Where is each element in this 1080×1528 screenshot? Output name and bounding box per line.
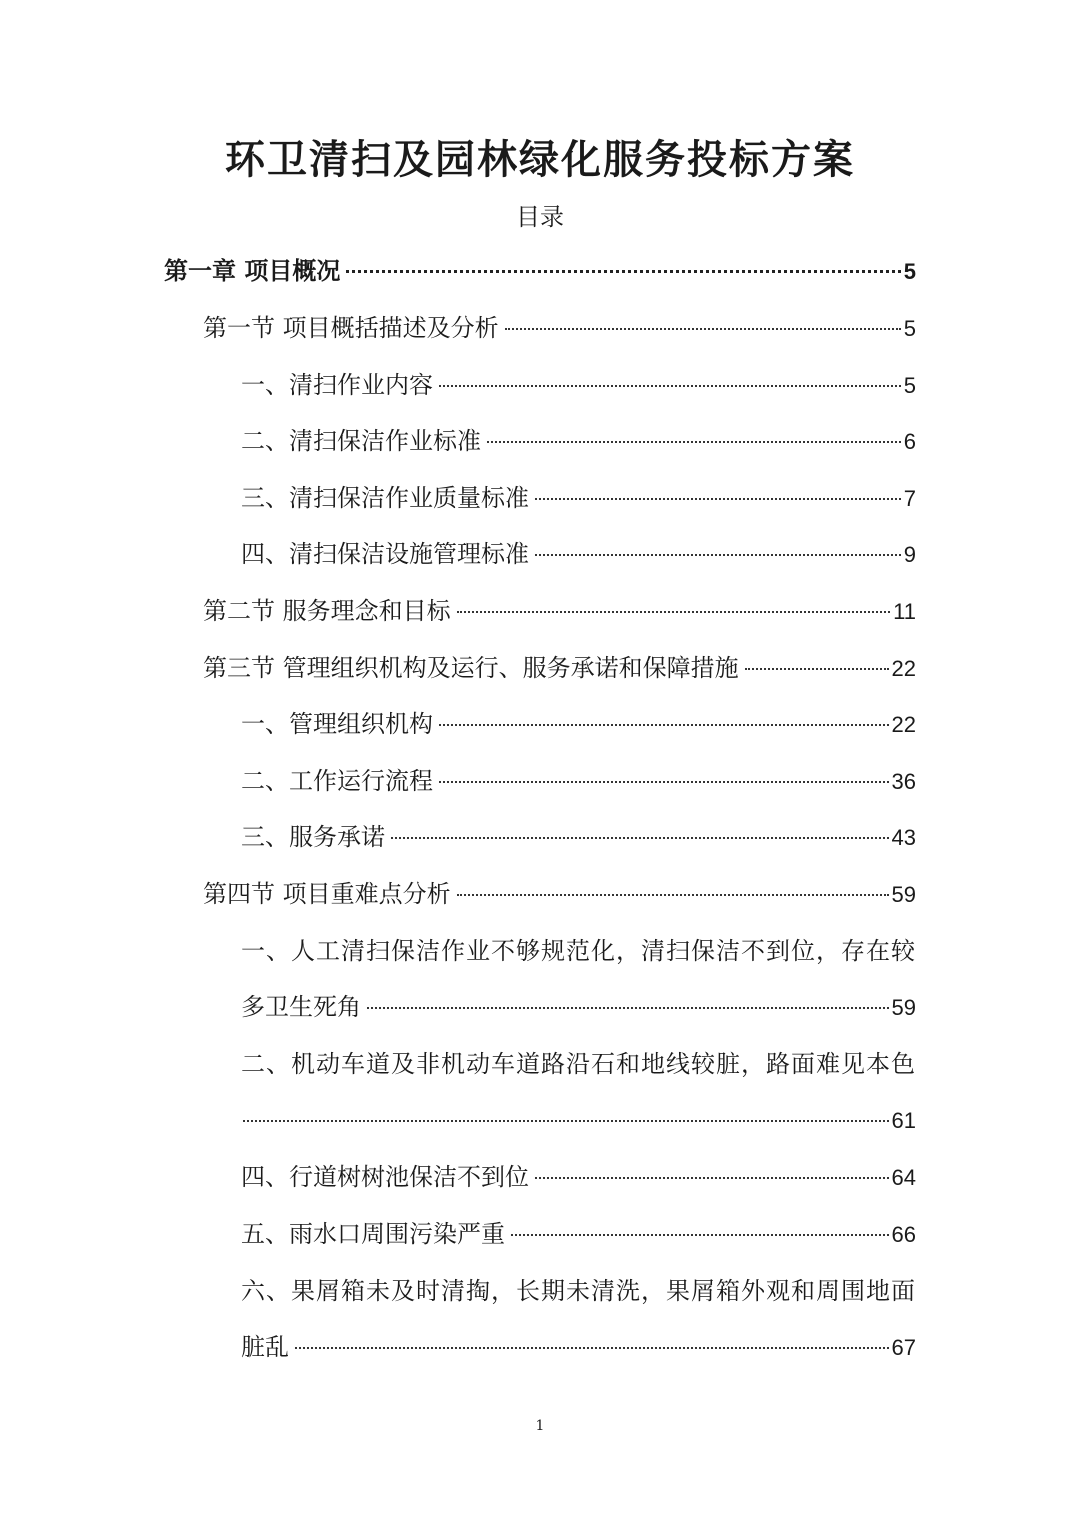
toc-entry-page: 6 (903, 429, 916, 454)
toc-entry-page: 5 (903, 259, 916, 284)
toc-leader-dots (457, 611, 891, 613)
toc-entry-text: 第四节 项目重难点分析 (203, 880, 451, 908)
toc-entry-item-line2[interactable] (241, 990, 916, 1025)
toc-entry-item[interactable] (241, 1160, 916, 1195)
toc-entry-section-3[interactable] (203, 651, 916, 686)
toc-entry-item[interactable] (241, 537, 916, 572)
toc-entry-text: 一、管理组织机构 (241, 710, 433, 738)
toc-leader-dots (367, 1007, 889, 1009)
page-number: 1 (535, 1418, 545, 1434)
toc-leader-dots (535, 554, 901, 556)
toc-entry-item-line1[interactable]: 六、果屑箱未及时清掏，长期未清洗，果屑箱外观和周围地面 (241, 1277, 916, 1305)
toc-entry-page: 59 (891, 882, 916, 907)
toc-leader-dots (295, 1347, 889, 1349)
toc-entry-section-4[interactable] (203, 877, 916, 912)
toc-entry-item[interactable] (241, 424, 916, 459)
toc-entry-page: 67 (891, 1335, 916, 1360)
toc-entry-chapter-1[interactable] (164, 254, 916, 289)
toc-entry-text: 第一节 项目概括描述及分析 (203, 314, 499, 342)
toc-entry-item-line2[interactable] (241, 1330, 916, 1365)
toc-leader-dots (439, 724, 889, 726)
toc-entry-text: 三、清扫保洁作业质量标准 (241, 484, 529, 512)
toc-entry-text: 三、服务承诺 (241, 823, 385, 851)
toc-leader-dots (439, 781, 889, 783)
toc-entry-text: 二、清扫保洁作业标准 (241, 427, 481, 455)
toc-entry-page: 59 (891, 995, 916, 1020)
toc-entry-text: 四、行道树树池保洁不到位 (241, 1163, 529, 1191)
toc-entry-page: 9 (903, 542, 916, 567)
toc-heading: 目录 (516, 203, 564, 231)
toc-entry-item[interactable] (241, 820, 916, 855)
toc-entry-section-2[interactable] (203, 594, 916, 629)
toc-leader-dots (535, 498, 901, 500)
toc-entry-page: 5 (903, 316, 916, 341)
toc-entry-text: 四、清扫保洁设施管理标准 (241, 540, 529, 568)
toc-entry-item-line1[interactable]: 二、机动车道及非机动车道路沿石和地线较脏，路面难见本色 (241, 1050, 916, 1078)
toc-leader-dots (243, 1120, 889, 1122)
toc-leader-dots (391, 837, 889, 839)
toc-entry-item[interactable] (241, 1217, 916, 1252)
toc-entry-text: 第二节 服务理念和目标 (203, 597, 451, 625)
toc-entry-page: 66 (891, 1222, 916, 1247)
toc-entry-page: 43 (891, 825, 916, 850)
toc-entry-text: 二、工作运行流程 (241, 767, 433, 795)
toc-entry-item[interactable] (241, 481, 916, 516)
toc-entry-section-1[interactable] (203, 311, 916, 346)
toc-leader-dots (511, 1234, 889, 1236)
toc-entry-text: 一、清扫作业内容 (241, 371, 433, 399)
toc-entry-page: 7 (903, 486, 916, 511)
document-title: 环卫清扫及园林绿化服务投标方案 (225, 136, 855, 183)
toc-entry-text: 多卫生死角 (241, 993, 361, 1021)
toc-leader-dots (439, 385, 901, 387)
toc-leader-dots (505, 328, 901, 330)
toc-entry-page: 11 (893, 599, 916, 624)
toc-entry-page: 22 (891, 656, 916, 681)
toc-entry-text: 第三节 管理组织机构及运行、服务承诺和保障措施 (203, 654, 739, 682)
toc-leader-dots (487, 441, 901, 443)
toc-entry-item[interactable] (241, 764, 916, 799)
toc-entry-page: 5 (903, 373, 916, 398)
toc-entry-item[interactable] (241, 368, 916, 403)
toc-leader-dots (535, 1177, 889, 1179)
toc-entry-item-line1[interactable]: 一、人工清扫保洁作业不够规范化，清扫保洁不到位，存在较 (241, 937, 916, 965)
toc-entry-page: 22 (891, 712, 916, 737)
toc-entry-text: 第一章 项目概况 (164, 256, 341, 285)
toc-entry-item-line2[interactable] (241, 1104, 916, 1138)
toc-entry-text: 脏乱 (241, 1333, 289, 1361)
toc-entry-page: 64 (891, 1165, 916, 1190)
toc-leader-dots (346, 270, 900, 273)
toc-leader-dots (745, 668, 889, 670)
toc-entry-text: 五、雨水口周围污染严重 (241, 1220, 505, 1248)
toc-entry-item[interactable] (241, 707, 916, 742)
toc-leader-dots (457, 894, 889, 896)
toc-entry-page: 36 (891, 769, 916, 794)
toc-entry-page: 61 (891, 1108, 916, 1133)
